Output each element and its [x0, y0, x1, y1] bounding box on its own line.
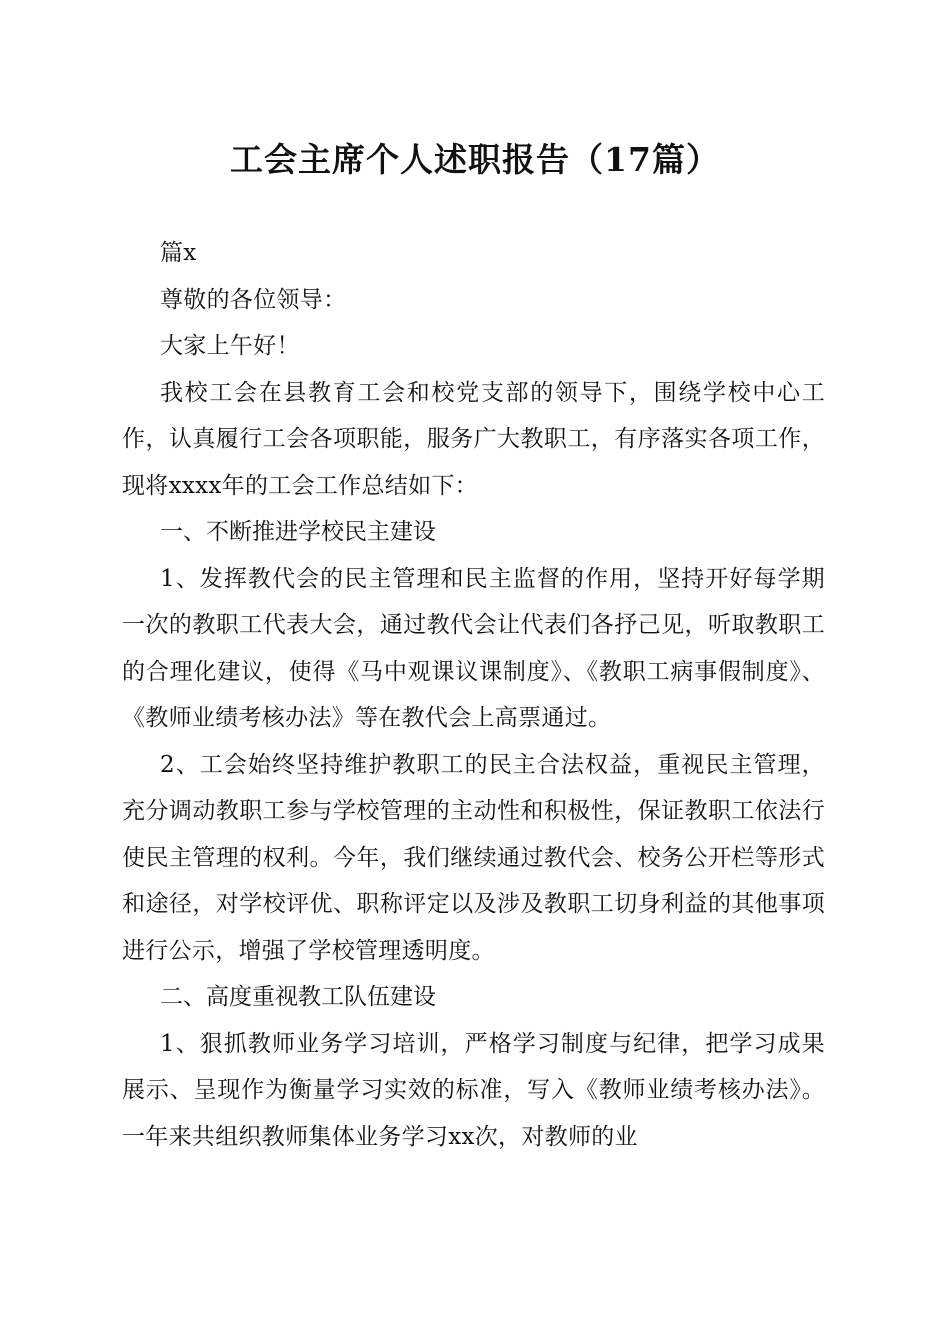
- salutation: 尊敬的各位领导：: [160, 286, 347, 313]
- paragraph-2-1: 1、狠抓教师业务学习培训，严格学习制度与纪律，把学习成果展示、呈现作为衡量学习实效的标准，写入《教师业绩考核办法》。一年来共组织教师集体业务学习xx次，对教师的业: [122, 1030, 825, 1150]
- paragraph-1-1: 1、发挥教代会的民主管理和民主监督的作用，坚持开好每学期一次的教职工代表大会，通过教代会让代表们各抒己见，听取教职工的合理化建议，使得《马中观课议课制度》、《教职工病事假制度》、《教师业绩考核办法》等在教代会上高票通过。: [122, 565, 825, 731]
- section-heading-2: 二、高度重视教工队伍建设: [160, 984, 436, 1010]
- document-body: [122, 230, 825, 1160]
- section-heading-1: 一、不断推进学校民主建设: [160, 519, 436, 545]
- section-label: 篇x: [160, 240, 197, 266]
- intro-paragraph: 我校工会在县教育工会和校党支部的领导下，围绕学校中心工作，认真履行工会各项职能，服务广大教职工，有序落实各项工作，现将xxxx年的工会工作总结如下：: [122, 379, 825, 499]
- greeting: 大家上午好！: [160, 333, 300, 359]
- paragraph-1-2: 2、工会始终坚持维护教职工的民主合法权益，重视民主管理，充分调动教职工参与学校管理的主动性和积极性，保证教职工依法行使民主管理的权利。今年，我们继续通过教代会、校务公开栏等形式和途径，对学校评优、职称评定以及涉及教职工切身利益的其他事项进行公示，增强了学校管理透明度。: [122, 751, 825, 964]
- document-title: 工会主席个人述职报告（17篇）: [230, 140, 720, 179]
